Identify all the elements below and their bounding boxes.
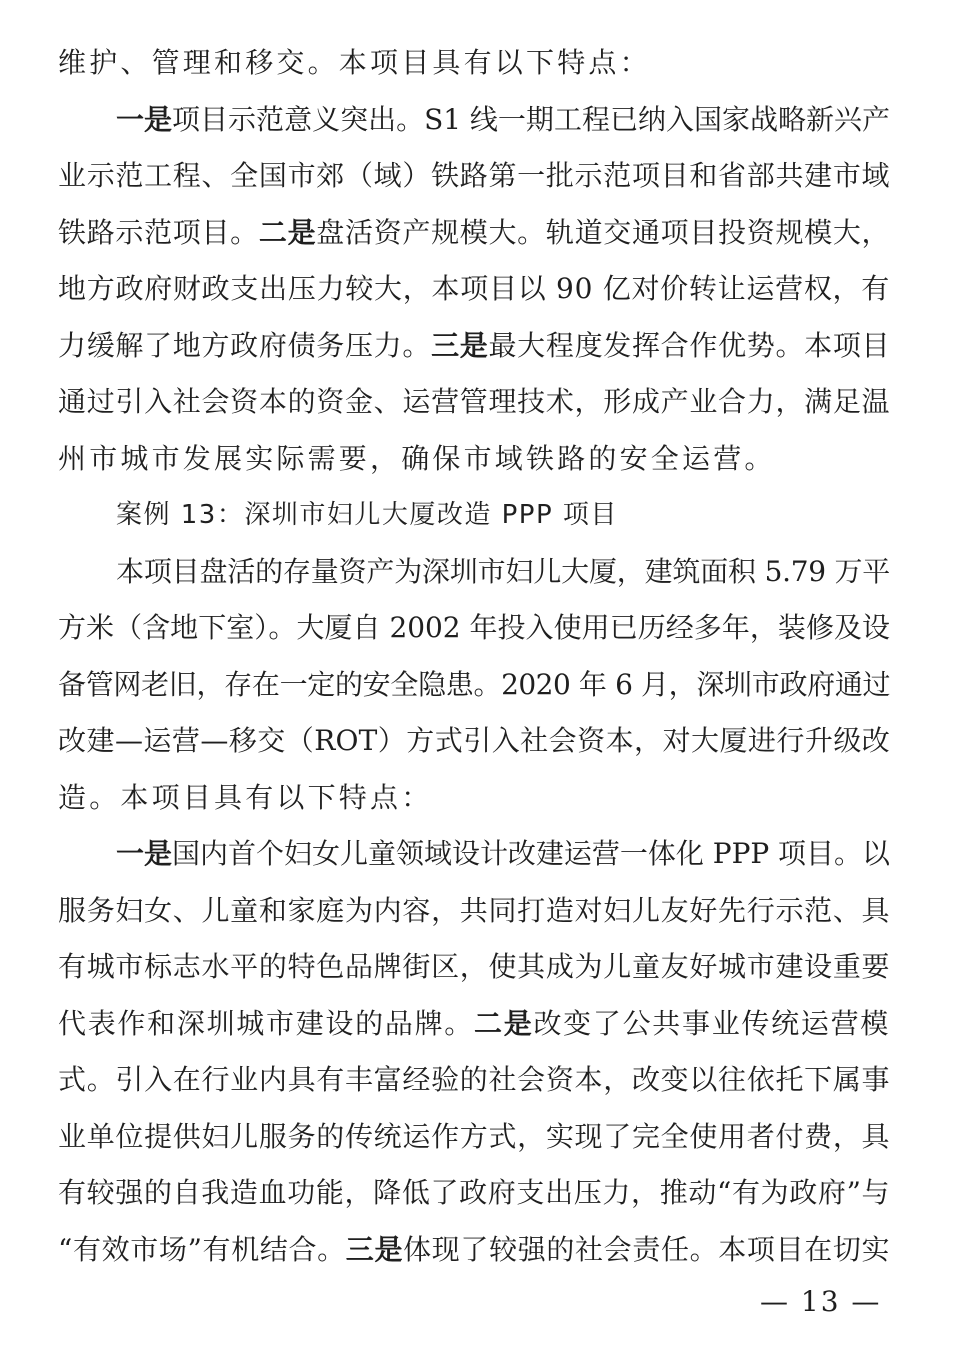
text-line	[58, 205, 890, 262]
text-run: 有较强的自我造血功能，降低了政府支出压力，推动“有为政府”与	[58, 1176, 890, 1209]
text-line	[58, 1222, 890, 1279]
text-line	[58, 148, 890, 205]
text-line	[58, 883, 890, 940]
text-line	[58, 600, 890, 657]
text-run: 项目示范意义突出。S1 线一期工程已纳入国家战略新兴产	[172, 102, 890, 136]
text-line	[58, 657, 890, 714]
text-line	[58, 1165, 890, 1222]
emphasis-label: 二是	[258, 215, 317, 249]
text-line	[58, 35, 890, 92]
text-run: 体现了较强的社会责任。本项目在切实	[403, 1232, 890, 1266]
text-run: 维护、管理和移交。本项目具有以下特点：	[58, 46, 651, 79]
text-run: 地方政府财政支出压力较大，本项目以 90 亿对价转让运营权，有	[58, 272, 890, 305]
text-line	[58, 939, 890, 996]
emphasis-label: 三是	[431, 328, 489, 362]
text-line	[58, 1052, 890, 1109]
text-line	[58, 261, 890, 318]
text-line	[58, 374, 890, 431]
text-run: 式。引入在行业内具有丰富经验的社会资本，改变以往依托下属事	[58, 1063, 890, 1096]
text-line	[58, 1109, 890, 1166]
text-run: 改变了公共事业传统运营模	[533, 1006, 890, 1040]
text-run: 通过引入社会资本的资金、运营管理技术，形成产业合力，满足温	[58, 385, 890, 418]
text-line	[58, 544, 890, 601]
text-run: 州市城市发展实际需要，确保市域铁路的安全运营。	[58, 441, 776, 475]
text-line	[58, 713, 890, 770]
text-line	[58, 996, 890, 1053]
text-run: 最大程度发挥合作优势。本项目	[488, 328, 890, 362]
text-run: 业示范工程、全国市郊（域）铁路第一批示范项目和省部共建市域	[58, 159, 890, 192]
emphasis-label: 三是	[345, 1232, 404, 1266]
text-run: 盘活资产规模大。轨道交通项目投资规模大，	[316, 215, 890, 249]
emphasis-label: 一是	[116, 837, 172, 870]
text-run: 代表作和深圳城市建设的品牌。	[58, 1006, 474, 1040]
text-line	[58, 431, 890, 488]
text-run: 业单位提供妇儿服务的传统运作方式，实现了完全使用者付费，具	[58, 1119, 890, 1153]
text-run: 改建—运营—移交（ROT）方式引入社会资本，对大厦进行升级改	[58, 724, 890, 757]
text-run: 有城市标志水平的特色品牌街区，使其成为儿童友好城市建设重要	[58, 950, 890, 983]
text-run: 服务妇女、儿童和家庭为内容，共同打造对妇儿友好先行示范、具	[58, 893, 890, 927]
text-line	[58, 318, 890, 375]
text-line	[58, 92, 890, 149]
case-heading	[58, 487, 890, 544]
text-line	[58, 770, 890, 827]
text-line	[58, 826, 890, 883]
emphasis-label: 二是	[474, 1006, 534, 1040]
page-number: — 13 —	[760, 1285, 882, 1318]
case-heading-text: 案例 13：深圳市妇儿大厦改造 PPP 项目	[116, 500, 618, 530]
text-run: “有效市场”有机结合。	[58, 1232, 346, 1266]
text-run: 本项目盘活的存量资产为深圳市妇儿大厦，建筑面积 5.79 万平	[116, 554, 890, 588]
document-body	[58, 35, 890, 1278]
text-run: 方米（含地下室）。大厦自 2002 年投入使用已历经多年，装修及设	[58, 611, 890, 644]
text-run: 造。本项目具有以下特点：	[58, 780, 433, 814]
text-run: 铁路示范项目。	[58, 215, 259, 249]
text-run: 备管网老旧，存在一定的安全隐患。2020 年 6 月，深圳市政府通过	[58, 667, 890, 701]
emphasis-label: 一是	[116, 102, 173, 136]
text-run: 国内首个妇女儿童领域设计改建运营一体化 PPP 项目。以	[172, 837, 890, 870]
text-run: 力缓解了地方政府债务压力。	[58, 328, 432, 362]
